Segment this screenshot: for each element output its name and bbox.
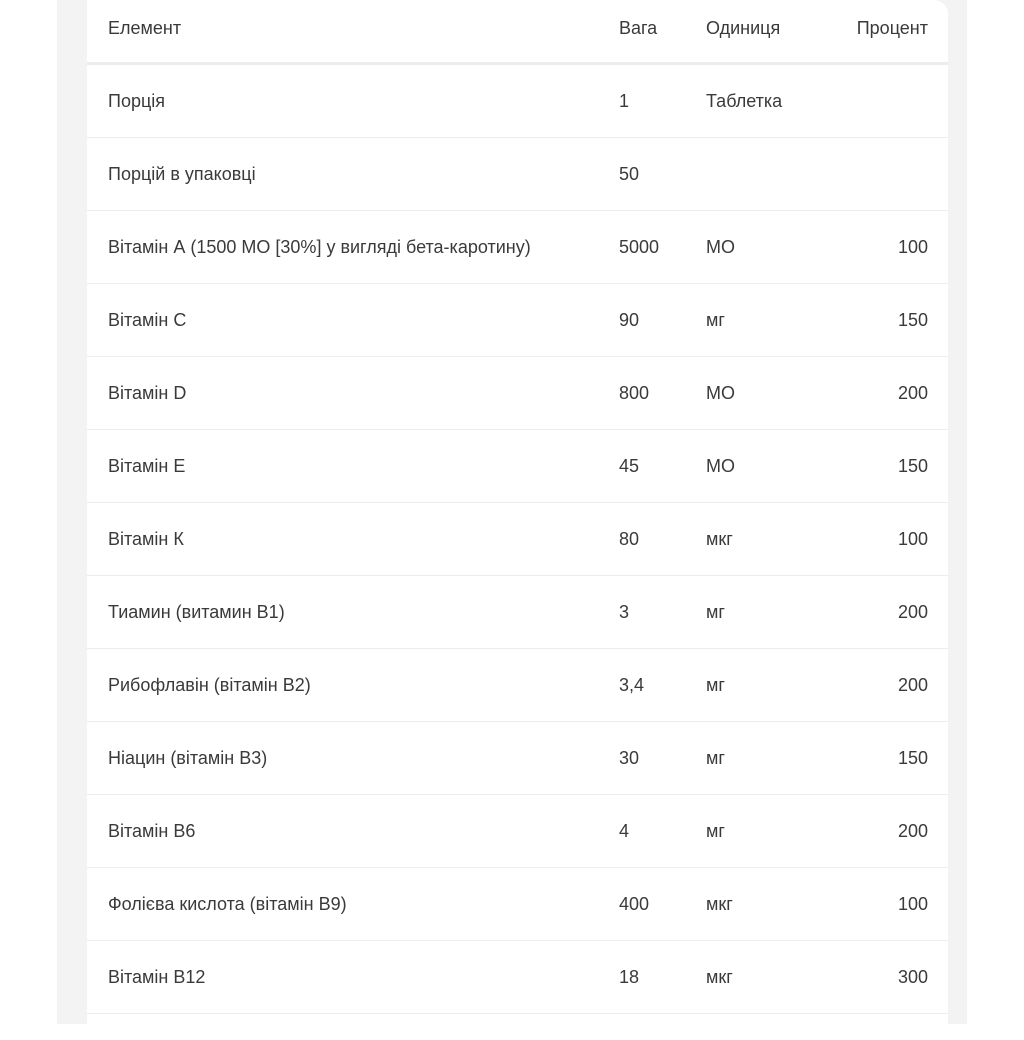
- cell-element: Вітамін К: [87, 503, 619, 576]
- cell-element: Ніацин (вітамін B3): [87, 722, 619, 795]
- cell-weight: 800: [619, 357, 706, 430]
- table-header: [87, 0, 948, 64]
- header-percent: Процент: [824, 0, 948, 64]
- header-element: Елемент: [87, 0, 619, 64]
- cell-weight: 400: [619, 868, 706, 941]
- cell-percent: 150: [824, 284, 948, 357]
- table-row-partial: [87, 1014, 948, 1040]
- cell-percent: 100: [824, 868, 948, 941]
- cell-element-empty: [87, 1014, 619, 1040]
- cell-unit: мкг: [706, 868, 824, 941]
- table-row: [87, 430, 948, 503]
- cell-percent: 150: [824, 430, 948, 503]
- header-weight: Вага: [619, 0, 706, 64]
- cell-unit: МО: [706, 211, 824, 284]
- table-row: [87, 503, 948, 576]
- table-row: [87, 795, 948, 868]
- nutrition-table-card: [87, 0, 948, 1040]
- cell-percent: 200: [824, 649, 948, 722]
- cell-weight: 4: [619, 795, 706, 868]
- cell-weight: 90: [619, 284, 706, 357]
- cell-weight: 18: [619, 941, 706, 1014]
- cell-unit: мг: [706, 795, 824, 868]
- table-row: [87, 64, 948, 138]
- nutrition-table: [87, 0, 948, 1040]
- table-row: [87, 357, 948, 430]
- cell-percent: 300: [824, 941, 948, 1014]
- cell-percent: 200: [824, 795, 948, 868]
- cell-unit: Таблетка: [706, 64, 824, 138]
- table-row: [87, 284, 948, 357]
- cell-unit: мкг: [706, 503, 824, 576]
- cell-element: Вітамін Е: [87, 430, 619, 503]
- table-row: [87, 576, 948, 649]
- cell-element: Порцій в упаковці: [87, 138, 619, 211]
- table-row: [87, 941, 948, 1014]
- cell-percent: 200: [824, 357, 948, 430]
- cell-weight: 30: [619, 722, 706, 795]
- table-row: [87, 868, 948, 941]
- cell-weight: 80: [619, 503, 706, 576]
- cell-unit: мг: [706, 576, 824, 649]
- cell-unit: мг: [706, 649, 824, 722]
- cell-element: Порція: [87, 64, 619, 138]
- cell-weight: 5000: [619, 211, 706, 284]
- cell-percent: 100: [824, 503, 948, 576]
- cell-unit-empty: [706, 1014, 824, 1040]
- cell-weight: 50: [619, 138, 706, 211]
- cell-unit: мг: [706, 722, 824, 795]
- table-row: [87, 138, 948, 211]
- cell-weight-empty: [619, 1014, 706, 1040]
- table-body: [87, 64, 948, 1040]
- cell-unit: МО: [706, 430, 824, 503]
- header-row: [87, 0, 948, 64]
- table-row: [87, 211, 948, 284]
- cell-unit: МО: [706, 357, 824, 430]
- cell-element: Вітамін D: [87, 357, 619, 430]
- cell-unit: мг: [706, 284, 824, 357]
- cell-element: Фолієва кислота (вітамін B9): [87, 868, 619, 941]
- cell-element: Вітамін А (1500 МО [30%] у вигляді бета-каротину): [87, 211, 619, 284]
- header-unit: Одиниця: [706, 0, 824, 64]
- table-row: [87, 649, 948, 722]
- cell-percent-empty: [824, 1014, 948, 1040]
- cell-percent: 150: [824, 722, 948, 795]
- cell-element: Вітамін B12: [87, 941, 619, 1014]
- cell-element: Вітамін B6: [87, 795, 619, 868]
- cell-unit: [706, 138, 824, 211]
- cell-element: Рибофлавін (вітамін B2): [87, 649, 619, 722]
- table-row: [87, 722, 948, 795]
- cell-percent: [824, 138, 948, 211]
- cell-percent: [824, 64, 948, 138]
- cell-element: Вітамін С: [87, 284, 619, 357]
- cell-percent: 100: [824, 211, 948, 284]
- cell-weight: 45: [619, 430, 706, 503]
- cell-weight: 3,4: [619, 649, 706, 722]
- cell-percent: 200: [824, 576, 948, 649]
- cell-unit: мкг: [706, 941, 824, 1014]
- cell-element: Тиамин (витамин B1): [87, 576, 619, 649]
- cell-weight: 1: [619, 64, 706, 138]
- cell-weight: 3: [619, 576, 706, 649]
